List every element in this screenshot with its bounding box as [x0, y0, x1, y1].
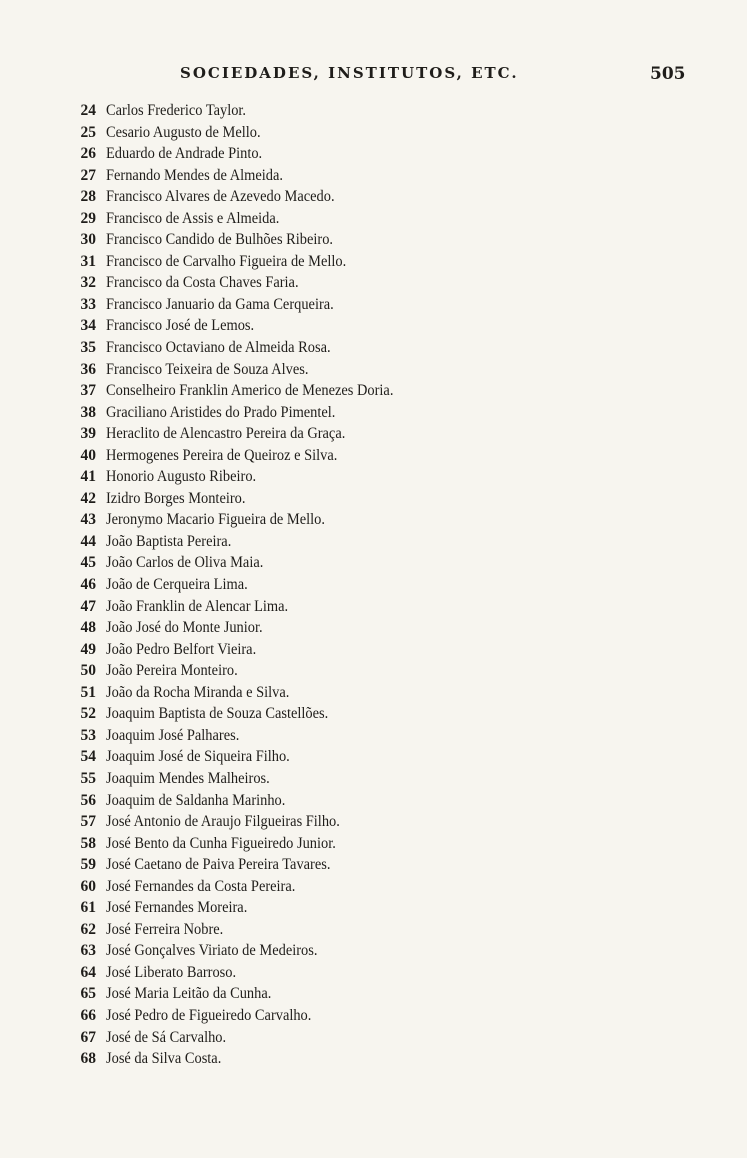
- list-item: [52, 488, 712, 510]
- entry-number: 66: [80, 1006, 96, 1024]
- entry-number: 61: [80, 899, 96, 917]
- page-number: 505: [650, 64, 686, 84]
- list-item: [52, 445, 712, 467]
- entry-name: José Antonio de Araujo Filgueiras Filho.: [105, 813, 340, 831]
- entry-name: Graciliano Aristides do Prado Pimentel.: [105, 403, 336, 421]
- entry-number: 58: [80, 834, 96, 852]
- entry-name: José Liberato Barroso.: [105, 963, 236, 981]
- entry-name: José Bento da Cunha Figueiredo Junior.: [105, 834, 336, 852]
- entry-number: 26: [80, 145, 96, 163]
- entry-name: Francisco Octaviano de Almeida Rosa.: [105, 339, 331, 357]
- list-item: [52, 337, 712, 359]
- list-item: [52, 703, 712, 725]
- list-item: [52, 596, 712, 618]
- entry-name: Joaquim Baptista de Souza Castellões.: [105, 705, 329, 723]
- list-item: [52, 466, 712, 488]
- entry-name: Joaquim de Saldanha Marinho.: [105, 791, 286, 809]
- entry-name: Joaquim José de Siqueira Filho.: [105, 748, 290, 766]
- list-item: [52, 380, 712, 402]
- list-item: [52, 574, 712, 596]
- entry-name: José de Sá Carvalho.: [105, 1028, 226, 1046]
- list-item: [52, 854, 712, 876]
- entry-number: 53: [80, 726, 96, 744]
- entry-name: Jeronymo Macario Figueira de Mello.: [105, 511, 325, 529]
- entry-name: Francisco da Costa Chaves Faria.: [105, 274, 299, 292]
- entry-number: 35: [80, 339, 96, 357]
- list-item: [52, 143, 712, 165]
- list-item: [52, 833, 712, 855]
- list-item: [52, 359, 712, 381]
- list-item: [52, 790, 712, 812]
- list-item: [52, 165, 712, 187]
- entry-number: 59: [80, 856, 96, 874]
- entry-name: Francisco Teixeira de Souza Alves.: [105, 360, 309, 378]
- entry-name: Eduardo de Andrade Pinto.: [105, 145, 263, 163]
- list-item: [52, 962, 712, 984]
- entry-name: Joaquim Mendes Malheiros.: [105, 769, 270, 787]
- entry-number: 49: [80, 640, 96, 658]
- entry-number: 54: [80, 748, 96, 766]
- list-item: [52, 229, 712, 251]
- entry-number: 51: [80, 683, 96, 701]
- list-item: [52, 208, 712, 230]
- entry-name: Fernando Mendes de Almeida.: [105, 166, 283, 184]
- entry-number: 36: [80, 360, 96, 378]
- list-item: [52, 509, 712, 531]
- entry-number: 52: [80, 705, 96, 723]
- list-item: [52, 294, 712, 316]
- entry-number: 48: [80, 619, 96, 637]
- entry-name: Francisco de Assis e Almeida.: [105, 209, 280, 227]
- entry-name: Francisco Candido de Bulhões Ribeiro.: [105, 231, 333, 249]
- entry-name: Conselheiro Franklin Americo de Menezes Doria.: [105, 382, 394, 400]
- entry-name: José Caetano de Paiva Pereira Tavares.: [105, 856, 331, 874]
- entry-number: 68: [80, 1050, 96, 1068]
- list-item: [52, 1005, 712, 1027]
- running-header-title: SOCIEDADES, INSTITUTOS, ETC.: [180, 64, 519, 82]
- list-item: [52, 402, 712, 424]
- list-item: [52, 617, 712, 639]
- list-item: [52, 983, 712, 1005]
- entry-number: 43: [80, 511, 96, 529]
- entry-number: 42: [80, 489, 96, 507]
- entry-name: João Baptista Pereira.: [105, 532, 232, 550]
- entry-name: João Pedro Belfort Vieira.: [105, 640, 257, 658]
- entry-number: 56: [80, 791, 96, 809]
- entry-name: João da Rocha Miranda e Silva.: [105, 683, 290, 701]
- entry-name: José Ferreira Nobre.: [105, 920, 224, 938]
- list-item: [52, 940, 712, 962]
- entry-number: 50: [80, 662, 96, 680]
- entry-name: João José do Monte Junior.: [105, 619, 263, 637]
- entry-name: Joaquim José Palhares.: [105, 726, 240, 744]
- entry-number: 32: [80, 274, 96, 292]
- entry-name: Hermogenes Pereira de Queiroz e Silva.: [105, 446, 338, 464]
- entry-number: 41: [80, 468, 96, 486]
- entry-number: 39: [80, 425, 96, 443]
- member-list: [52, 100, 712, 1070]
- list-item: [52, 552, 712, 574]
- list-item: [52, 876, 712, 898]
- entry-number: 31: [80, 252, 96, 270]
- entry-name: Francisco de Carvalho Figueira de Mello.: [105, 252, 347, 270]
- entry-number: 65: [80, 985, 96, 1003]
- entry-number: 30: [80, 231, 96, 249]
- entry-name: José Gonçalves Viriato de Medeiros.: [105, 942, 318, 960]
- entry-number: 67: [80, 1028, 96, 1046]
- entry-number: 37: [80, 382, 96, 400]
- list-item: [52, 746, 712, 768]
- entry-name: Cesario Augusto de Mello.: [105, 123, 261, 141]
- list-item: [52, 639, 712, 661]
- entry-number: 57: [80, 813, 96, 831]
- list-item: [52, 919, 712, 941]
- list-item: [52, 1048, 712, 1070]
- list-item: [52, 897, 712, 919]
- entry-name: João Franklin de Alencar Lima.: [105, 597, 289, 615]
- list-item: [52, 682, 712, 704]
- list-item: [52, 811, 712, 833]
- entry-number: 25: [80, 123, 96, 141]
- entry-number: 27: [80, 166, 96, 184]
- entry-number: 45: [80, 554, 96, 572]
- entry-number: 40: [80, 446, 96, 464]
- entry-name: Heraclito de Alencastro Pereira da Graça.: [105, 425, 346, 443]
- list-item: [52, 768, 712, 790]
- entry-name: Izidro Borges Monteiro.: [105, 489, 246, 507]
- entry-name: João Pereira Monteiro.: [105, 662, 238, 680]
- entry-number: 60: [80, 877, 96, 895]
- entry-number: 28: [80, 188, 96, 206]
- entry-number: 38: [80, 403, 96, 421]
- entry-number: 64: [80, 963, 96, 981]
- entry-name: Francisco Alvares de Azevedo Macedo.: [105, 188, 335, 206]
- entry-number: 24: [80, 102, 96, 119]
- list-item: [52, 423, 712, 445]
- entry-number: 47: [80, 597, 96, 615]
- list-item: [52, 272, 712, 294]
- entry-number: 33: [80, 295, 96, 313]
- entry-name: João de Cerqueira Lima.: [105, 576, 248, 594]
- list-item: [52, 1027, 712, 1049]
- entry-number: 34: [80, 317, 96, 335]
- entry-name: José da Silva Costa.: [105, 1050, 222, 1068]
- entry-number: 62: [80, 920, 96, 938]
- entry-name: Francisco Januario da Gama Cerqueira.: [105, 295, 334, 313]
- list-item: [52, 251, 712, 273]
- list-item: [52, 660, 712, 682]
- entry-number: 55: [80, 769, 96, 787]
- entry-name: José Pedro de Figueiredo Carvalho.: [105, 1006, 312, 1024]
- entry-name: Francisco José de Lemos.: [105, 317, 255, 335]
- entry-number: 44: [80, 532, 96, 550]
- list-item: [52, 531, 712, 553]
- entry-number: 63: [80, 942, 96, 960]
- entry-name: Honorio Augusto Ribeiro.: [105, 468, 257, 486]
- list-item: [52, 186, 712, 208]
- list-item: [52, 315, 712, 337]
- entry-name: José Fernandes Moreira.: [105, 899, 248, 917]
- entry-number: 46: [80, 576, 96, 594]
- list-item: [52, 122, 712, 144]
- entry-name: José Maria Leitão da Cunha.: [105, 985, 272, 1003]
- list-item: [52, 100, 712, 122]
- entry-number: 29: [80, 209, 96, 227]
- entry-name: Carlos Frederico Taylor.: [105, 102, 246, 119]
- entry-name: João Carlos de Oliva Maia.: [105, 554, 264, 572]
- list-item: [52, 725, 712, 747]
- entry-name: José Fernandes da Costa Pereira.: [105, 877, 296, 895]
